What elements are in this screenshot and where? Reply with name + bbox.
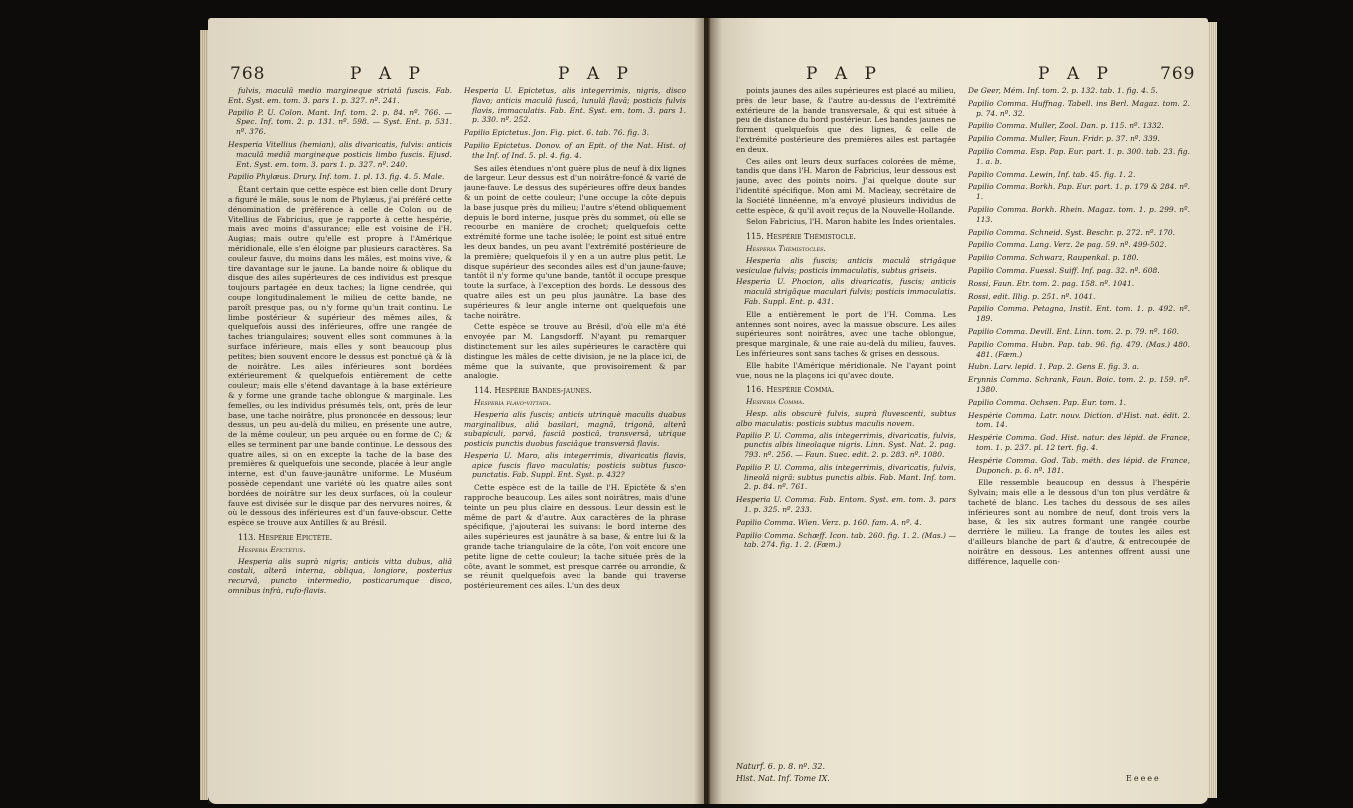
paragraph: Ses ailes étendues n'ont guère plus de neuf à dix lignes de largeur. Leur dessus est d'un noirâtre-foncé & varié de jaune-fauve. Le dessus des supérieures offre deux bandes & un point de cette couleur; l'une occupe la côte depuis la base jusque près du milieu; l'autre s'étend obliquement depuis le bord interne, jusque près du sommet, où elle se recourbe en manière de crochet; quelquefois cette extrémité forme une tache isolée; le point est situé entre les deux bandes, un peu avant l'extrémité postérieure de la première; quelquefois il y en a un autre plus petit. Le disque supérieur des secondes ailes est d'un jaune-fauve; tantôt il n'y forme qu'une bande, tantôt il occupe presque toute la surface, à l'exception des bords. Le dessous des quatre ailes est un peu plus jaunâtre. La base des supérieures & leur angle interne ont quelquefois une tache noirâtre. (464, 163, 686, 320)
right-page (708, 18, 1208, 804)
citation: Papilio Comma. Borkh. Rhein. Magaz. tom. 1. p. 299. nº. 113. (968, 204, 1190, 224)
citation: Papilio Comma. Hubn. Pap. tab. 96. fig. 479. (Mas.) 480. 481. (Fæm.) (968, 339, 1190, 359)
diagnosis: Hesperia alis fuscis; anticis maculâ strigâque vesiculae fulvis; posticis immaculatis, subtus griseis. (736, 255, 956, 275)
book-gutter (694, 18, 722, 804)
footer-citation: Naturf. 6. p. 8. nº. 32. (736, 762, 826, 771)
right-running-head-2: P A P (1038, 64, 1114, 84)
citation: Papilio Comma. Esp. Pap. Eur. part. 1. p. 300. tab. 23. fig. 1. a. b. (968, 146, 1190, 166)
paragraph: Cette espèce se trouve au Brésil, d'où elle m'a été envoyée par M. Langsdorff. N'ayant pu remarquer distinctement sur les ailes supérieures le caractère qui distingue les mâles de cette division, je ne la place ici, de même que la suivante, que provisoirement & par analogie. (464, 322, 686, 381)
citation: Papilio Comma. Devill. Ent. Linn. tom. 2. p. 79. nº. 160. (968, 326, 1179, 336)
entry-name-113: Hesperia Epictetus. (238, 544, 306, 554)
diagnosis: Hesp. alis obscurè fulvis, suprà fluvescenti, subtus albo maculatis: posticis subtus maculis novem. (736, 408, 956, 428)
citation: Papilio Comma. Lang. Verz. 2e pag. 59. nº. 499-502. (968, 240, 1167, 250)
citation: Papilio Comma. Schæff. Icon. tab. 260. fig. 1. 2. (Mas.) — tab. 274. fig. 1. 2. (Fæm.) (736, 530, 956, 550)
citation: Papilio Comma. Borkh. Pap. Eur. part. 1. p. 179 & 284. nº. 1. (968, 182, 1190, 202)
citation: Papilio Comma. Schneid. Syst. Beschr. p. 272. nº. 170. (968, 227, 1176, 237)
paragraph: Ces ailes ont leurs deux surfaces colorées de même, tandis que dans l'H. Maron de Fabricius, leur dessous est jaune, avec des points noirs. J'ai quelque doute sur l'identité spécifique. Mon ami M. Macleay, secrétaire de la Société linnéenne, m'a envoyé plusieurs individus de cette espèce, & qu'il avoit reçus de la Nouvelle-Hollande. (736, 156, 956, 215)
right-running-head-1: P A P (806, 64, 882, 84)
citation: Papilio P. U. Comma, alis integerrimis, divaricatis, fulvis, punctis albis lineolaque nigris. Linn. Syst. Nat. 2. pag. 793. nº. 256. — Faun. Suec. edit. 2. p. 283. nº. 1080. (736, 430, 956, 460)
citation: De Geer, Mém. Inf. tom. 2. p. 132. tab. 1. fig. 4. 5. (968, 86, 1158, 95)
entry-name-115: Hesperia Themistocles. (746, 243, 826, 253)
citation: Hesperia Vitellius (hemian), alis divaricatis, fulvis: anticis maculâ mediâ margineque posticis limbo fuscis. Ejusd. Ent. Syst. em. tom. 3. pars 1. p. 327. nº. 240. (228, 139, 452, 169)
citation: Papilio Comma. Huffnag. Tabell. ins Berl. Magaz. tom. 2. p. 74. nº. 32. (968, 98, 1190, 118)
citation: Papilio Comma. Lewin, Inf. tab. 45. fig. 1. 2. (968, 169, 1136, 179)
citation: Hesperia U. Comma. Fab. Entom. Syst. em. tom. 3. pars 1. p. 325. nº. 233. (736, 495, 956, 515)
paragraph: Elle habite l'Amérique méridionale. Ne l'ayant point vue, nous ne la plaçons ici qu'avec doute. (736, 360, 956, 380)
entry-name-116: Hesperia Comma. (746, 397, 805, 407)
citation: Papilio P. U. Comma, alis integerrimis, divaricatis, fulvis, lineolâ nigrâ: subtus punctis albis. Fab. Mant. Inf. tom. 2. p. 84. nº. 761. (736, 462, 956, 492)
left-page-number: 768 (230, 64, 266, 84)
citation: Papilio Comma. Wien. Verz. p. 160. fam. A. nº. 4. (736, 517, 922, 527)
citation: Hesperia U. Phocion, alis divaricatis, fuscis; anticis maculâ strigâque maculari fulvis; posticis immaculatis. Fab. Suppl. Ent. p. 431. (736, 277, 956, 306)
citation: Hespérie Comma. Latr. nouv. Diction. d'Hist. nat. édit. 2. tom. 14. (968, 410, 1190, 430)
footer-volume: Hist. Nat. Inf. Tome IX. (736, 774, 830, 783)
citation: Hubn. Larv. lepid. 1. Pap. 2. Gens E. fig. 3. a. (968, 362, 1140, 372)
paragraph: fulvis, maculâ medio margineque striatâ fuscis. Fab. Ent. Syst. em. tom. 3. pars 1. p. 327. nº. 241. (228, 86, 452, 105)
left-page (208, 18, 704, 804)
left-running-head-1: P A P (350, 64, 426, 84)
right-column-1 (736, 86, 956, 792)
diagnosis: Hesperia alis fuscis; anticis utrinquè maculis duabus marginalibus, aliâ basilari, magnâ, trigonâ, alterâ subapiculi, parvâ, fasciâ posticâ, transversâ, utrique posticis punctis duobus fasciâque transversâ flavis. (464, 409, 686, 449)
open-book (208, 18, 1208, 804)
entry-heading-115: 115. Hespérie Thémistocle. (746, 232, 857, 242)
paragraph: Selon Fabricius, l'H. Maron habite les Indes orientales. (746, 217, 956, 227)
paragraph: Étant certain que cette espèce est bien celle dont Drury a figuré le mâle, sous le nom de Phylæus, j'ai préféré cette dénomination de préférence à celle de Colon ou de Vitellius de Fabricius, que je rapporte à cette hespérie, mais avec moins d'assurance; elle est voisine de l'H. Augias; mais outre qu'elle est propre à l'Amérique méridionale, elle s'en éloigne par plusieurs caractères. Sa couleur fauve, du moins dans les mâles, est moins vive, & tire davantage sur le jaune. La bande noire & oblique du disque des ailes supérieures de ces individus est presque toujours partagée en deux taches; la ligne cendrée, qui coupe longitudinalement le milieu de cette bande, ne paroît presque pas, ou n'y forme qu'un trait continu. Le limbe postérieur & supérieur des mêmes ailes, & quelquefois aussi des inférieures, offre une rangée de taches triangulaires; souvent elles sont communes à la surface inférieure, mais elles y sont beaucoup plus petites; bien souvent encore le dessus est ponctué çà & là de noirâtre. Les ailes inférieures sont bordées extérieurement & quelquefois entièrement de cette couleur; mais elle s'étend davantage à la base extérieure & y forme une grande tache oblongue & marginale. Les femelles, ou les individus présumés tels, ont, près de leur base, une tache noirâtre, plus prononcée en dessous; leur dessus, un peu au-delà du milieu, en présente une autre, de la même couleur, un peu arquée ou en forme de C; & elles se terminent par une bande continue. Le dessous des quatre ailes, si on en excepte la tache de la base des premières & quelquefois une seconde, placée à leur angle interne, est d'un fauve-jaunâtre uniforme. Le Muséum possède cependant une variété où les quatre ailes sont bordées de noirâtre sur les deux surfaces, où la couleur fauve est divisée sur le disque par des nervures noires, & où le dessous des inférieures est d'un fauve-obscur. Cette espèce se trouve aux Antilles & au Brésil. (228, 185, 452, 528)
citation: Papilio Phylæus. Drury. Inf. tom. 1. pl. 13. fig. 4. 5. Male. (228, 172, 445, 182)
citation: Papilio Epictetus. Donov. of an Epit. of the Nat. Hist. of the Inf. of Ind. 5. pl. 4. fig. 4. (464, 140, 686, 160)
entry-name-114: Hesperia flavo-vittata. (474, 397, 552, 407)
citation: Hesperia U. Epictetus, alis integerrimis, nigris, disco flavo; anticis maculâ fuscâ, lunulâ flavâ; posticis fulvis flavis, immaculatis. Fab. Ent. Syst. em. tom. 3. pars 1. p. 330. nº. 252. (464, 86, 686, 125)
citation: Papilio P. U. Colon. Mant. Inf. tom. 2. p. 84. nº. 766. — Spec. Inf. tom. 2. p. 131. nº. 598. — Syst. Ent. p. 531. nº. 376. (228, 107, 452, 137)
entry-heading-113: 113. Hespérie Epictète. (238, 533, 333, 543)
diagnosis: Hesperia alis suprà nigris; anticis vitta dubus, aliâ costali, alterâ interna, obliqua, longiore, posterius recurvâ, puncto intermedio, posticarumque disco, omnibus infrà, rufo-flavis. (228, 556, 452, 596)
citation: Papilio Comma. Fuessl. Suiff. Inf. pag. 32. nº. 608. (968, 265, 1160, 275)
entry-heading-114: 114. Hespérie Bandes-jaunes. (474, 386, 592, 396)
right-column-2 (968, 86, 1190, 786)
signature-mark: Eeeee (1126, 774, 1161, 783)
citation: Papilio Comma. Muller, Faun. Fridr. p. 37. nº. 339. (968, 134, 1160, 144)
citation: Papilio Comma. Ochsen. Pap. Eur. tom. 1. (968, 397, 1127, 407)
citation: Papilio Comma. Muller, Zool. Dan. p. 115. nº. 1332. (968, 121, 1164, 131)
right-page-number: 769 (1160, 64, 1196, 84)
paragraph: Elle ressemble beaucoup en dessus à l'hespérie Sylvain; mais elle a le dessous d'un ton plus verdâtre & tacheté de blanc. Les taches du dessous de ses ailes inférieures sont au nombre de neuf, dont trois vers la base, & les six autres formant une rangée courbe derrière le milieu. La frange de toutes les ailes est d'ailleurs blanche de part & d'autre, & entrecoupée de noirâtre en dessous. Les antennes offrent aussi une différence, laquelle con- (968, 478, 1190, 566)
citation: Rossi, Faun. Etr. tom. 2. pag. 158. nº. 1041. (968, 278, 1135, 288)
citation: Rossi, edit. Illig. p. 251. nº. 1041. (968, 291, 1096, 301)
left-running-head-2: P A P (558, 64, 634, 84)
citation: Hespérie Comma. God. Tab. méth. des lépid. de France, Duponch. p. 6. nº. 181. (968, 455, 1190, 475)
citation: Erynnis Comma. Schrank, Faun. Boic. tom. 2. p. 159. nº. 1380. (968, 375, 1190, 394)
left-column-1 (228, 86, 452, 796)
citation: Hespérie Comma. God. Hist. natur. des lépid. de France, tom. 1. p. 237. pl. 12 tert. fig. 4. (968, 433, 1190, 452)
citation: Hesperia U. Maro, alis integerrimis, divaricatis flavis, apice fuscis flavo maculatis; posticis subtus fusco-punctatis. Fab. Suppl. Ent. Syst. p. 432? (464, 450, 686, 480)
entry-heading-116: 116. Hespérie Comma. (746, 385, 835, 395)
citation: Papilio Epictetus. Jon. Fig. pict. 6. tab. 76. fig. 3. (464, 128, 649, 138)
paragraph: Cette espèce est de la taille de l'H. Epictète & s'en rapproche beaucoup. Les ailes sont noirâtres, mais d'une teinte un peu plus claire en dessous. Leur dessin est le même de part & d'autre. Aux caractères de la phrase spécifique, j'ajouterai les suivans: le bord interne des ailes supérieures est jaunâtre à sa base, & entre lui & la grande tache triangulaire de la côte, l'on voit encore une petite ligne de cette couleur; la tache située près de la côte, avant le sommet, est presque carrée ou arrondie, & se réunit quelquefois avec la bande qui traverse postérieurement ces ailes. L'un des deux (464, 483, 686, 591)
citation: Papilio Comma. Petagna, Instit. Ent. tom. 1. p. 492. nº. 189. (968, 304, 1190, 324)
paragraph: Elle a entièrement le port de l'H. Comma. Les antennes sont noires, avec la massue obscure. Les ailes supérieures sont noirâtres, avec une tache oblongue, presque marginale, & une raie au-delà du milieu, fauves. Les inférieures sont sans taches & grises en dessous. (736, 309, 956, 358)
left-column-2 (464, 86, 686, 796)
paragraph: points jaunes des ailes supérieures est placé au milieu, près de leur base, & l'autre au-dessus de l'extrémité extérieure de la bande transversale, & qui est située à peu de distance du bord postérieur. Les bandes jaunes ne forment quelquefois que des lignes, & celle de l'extrémité postérieure des premières ailes est partagée en deux. (736, 86, 956, 154)
citation: Papilio Comma. Schwarz, Raupenkal. p. 180. (968, 253, 1139, 263)
